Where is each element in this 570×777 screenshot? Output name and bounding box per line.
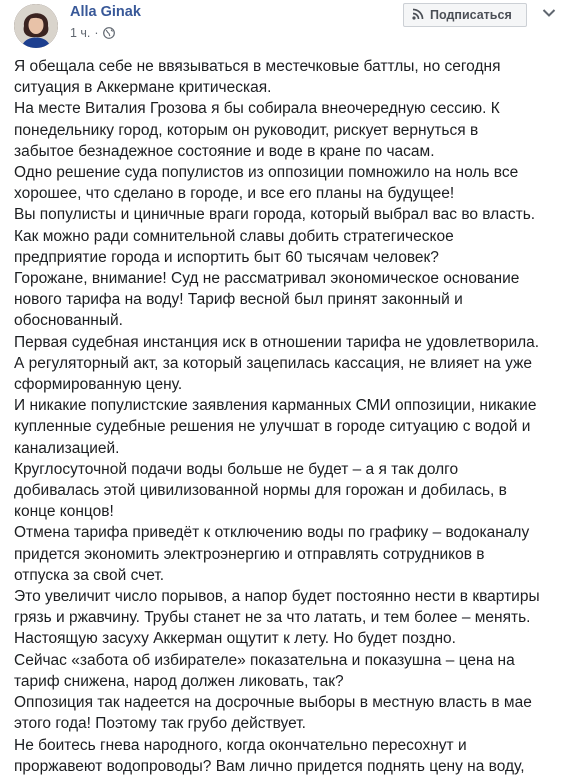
text-line: купленные судебные решения не улучшат в городе ситуацию с водой и [14, 418, 531, 436]
text-line: забытое безнадежное состояние и воде в кране по часам. [14, 142, 435, 160]
text-line: Как можно ради сомнительной славы добить стратегическое [14, 227, 454, 245]
text-line: Круглосуточной подачи воды больше не будет – а я так долго [14, 460, 459, 478]
text-line: конце концов! [14, 503, 114, 521]
text-line: ситуация в Аккермане критическая. [14, 79, 272, 97]
subscribe-button[interactable] [403, 3, 527, 27]
timestamp[interactable]: 1 ч. [70, 26, 91, 40]
text-line: А регуляторный акт, за который зацепилась кассация, не влияет на уже [14, 354, 533, 372]
text-line: сформированную цену. [14, 376, 183, 394]
author-name[interactable]: Alla Ginak [70, 4, 141, 20]
text-line: Отмена тарифа приведёт к отключению воды по графику – водоканалу [14, 524, 530, 542]
text-line: отпуска за свой счет. [14, 566, 165, 584]
text-line: нового тарифа на воду! Тариф весной был принят законный и [14, 291, 463, 309]
meta-separator: · [94, 26, 99, 40]
text-line: Оппозиция так надеется на досрочные выборы в местную власть в мае [14, 694, 532, 712]
text-line: Первая судебная инстанция иск в отношении тарифа не удовлетворила. [14, 333, 540, 351]
text-line: Это увеличит число порывов, а напор будет постоянно нести в квартиры [14, 588, 540, 606]
text-line: добивалась этой цивилизованной нормы для горожан и добилась, в [14, 482, 507, 500]
text-line: Сейчас «забота об избирателе» показательна и показушна – цена на [14, 651, 515, 669]
chevron-down-icon [542, 5, 556, 23]
post-header [0, 0, 570, 52]
globe-icon [103, 27, 115, 39]
text-line: Я обещала себе не ввязываться в местечковые баттлы, но сегодня [14, 58, 501, 75]
post-text [14, 56, 560, 777]
post-menu-button[interactable] [538, 3, 560, 25]
post-meta [70, 26, 115, 40]
text-line: тариф снижена, народ должен ликовать, так? [14, 672, 344, 690]
text-line: И никакие популистские заявления карманных СМИ оппозиции, никакие [14, 397, 537, 415]
avatar-photo [14, 4, 58, 48]
text-line: На месте Виталия Грозова я бы собирала внеочередную сессию. К [14, 100, 500, 118]
text-line: придется экономить электроэнергию и отправлять сотрудников в [14, 545, 485, 563]
text-line: этого года! Поэтому так грубо действует. [14, 715, 306, 733]
text-line: канализацией. [14, 439, 120, 457]
text-line: хорошее, что сделано в городе, и все его планы на будущее! [14, 185, 455, 203]
text-line: Настоящую засуху Аккерман ощутит к лету. Но будет поздно. [14, 630, 456, 648]
subscribe-label: Подписаться [430, 8, 512, 22]
text-line: предприятие города и испортить быт 60 тысячам человек? [14, 248, 439, 266]
text-line: проржавеют водопроводы? Вам лично придется поднять цену на воду, [14, 757, 525, 775]
text-line: Вы популисты и циничные враги города, который выбрал вас во власть. [14, 206, 536, 224]
avatar[interactable] [14, 4, 58, 48]
text-line: обоснованный. [14, 312, 123, 330]
text-line: понедельнику город, которым он руководит, рискует вернуться в [14, 121, 479, 139]
text-line: грязь и ржавчину. Трубы станет не за что латать, и тем более – менять. [14, 609, 531, 627]
rss-icon [412, 8, 424, 23]
text-line: Не боитесь гнева народного, когда окончательно пересохнут и [14, 736, 467, 754]
text-line: Одно решение суда популистов из оппозиции помножило на ноль все [14, 164, 519, 182]
text-line: Горожане, внимание! Суд не рассматривал экономическое основание [14, 270, 520, 288]
